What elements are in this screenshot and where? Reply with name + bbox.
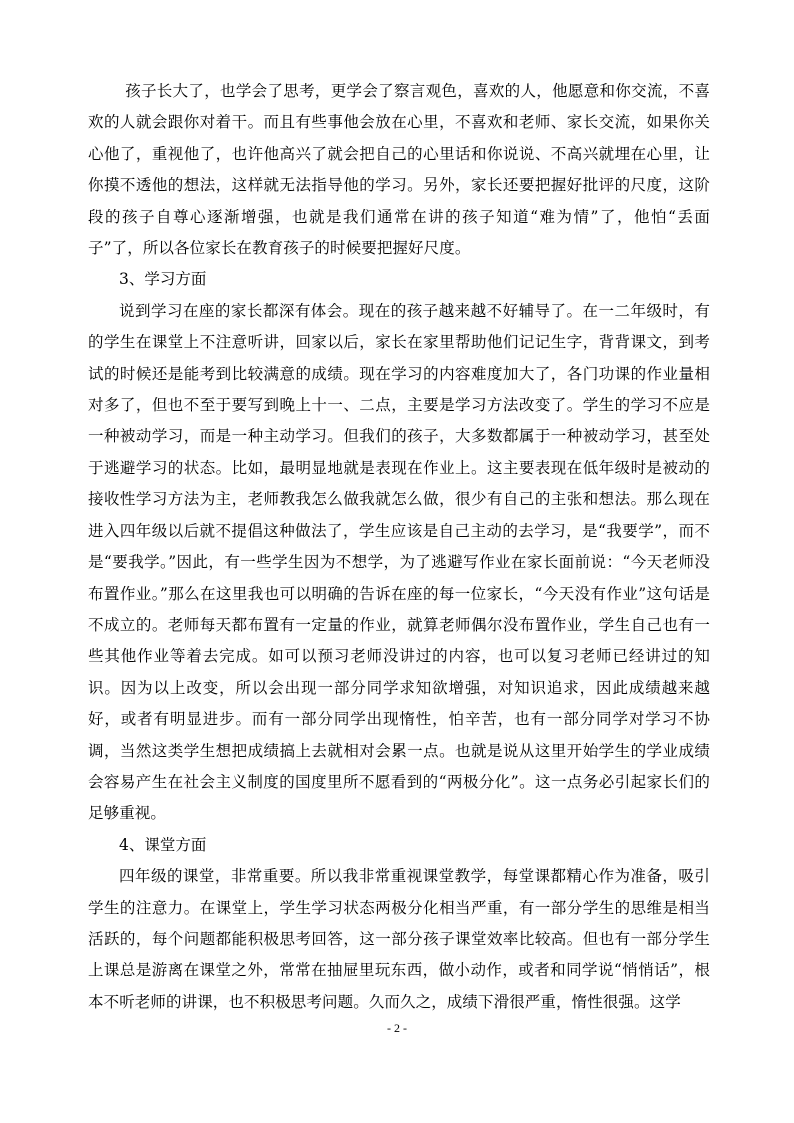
document-body [88, 76, 710, 1018]
page-number: - 2 - [387, 1021, 407, 1035]
body-paragraph: 说到学习在座的家长都深有体会。现在的孩子越来越不好辅导了。在一二年级时，有的学生在课堂上不注意听讲，回家以后，家长在家里帮助他们记记生字，背背课文，到考试的时候还是能考到比较满意的成绩。现在学习的内容难度加大了，各门功课的作业量相对多了，但也不至于要写到晚上十一、二点，主要是学习方法改变了。学生的学习不应是一种被动学习，而是一种主动学习。但我们的孩子，大多数都属于一种被动学习，甚至处于逃避学习的状态。比如，最明显地就是表现在作业上。这主要表现在低年级时是被动的接收性学习方法为主，老师教我怎么做我就怎么做，很少有自己的主张和想法。那么现在进入四年级以后就不提倡这种做法了，学生应该是自己主动的去学习，是“我要学”，而不是“要我学。”因此，有一些学生因为不想学，为了逃避写作业在家长面前说：“今天老师没布置作业。”那么在这里我也可以明确的告诉在座的每一位家长，“今天没有作业”这句话是不成立的。老师每天都布置有一定量的作业，就算老师偶尔没布置作业，学生自己也有一些其他作业等着去完成。如可以预习老师没讲过的内容，也可以复习老师已经讲过的知识。因为以上改变，所以会出现一部分同学求知欲增强，对知识追求，因此成绩越来越好，或者有明显进步。而有一部分同学出现惰性，怕辛苦，也有一部分同学对学习不协调，当然这类学生想把成绩搞上去就相对会累一点。也就是说从这里开始学生的学业成绩会容易产生在社会主义制度的国度里所不愿看到的“两极分化”。这一点务必引起家长们的足够重视。 [88, 301, 710, 823]
body-paragraph: 四年级的课堂，非常重要。所以我非常重视课堂教学，每堂课都精心作为准备，吸引学生的注意力。在课堂上，学生学习状态两极分化相当严重，有一部分学生的思维是相当活跃的，每个问题都能积极思考回答，这一部分孩子课堂效率比较高。但也有一部分学生上课总是游离在课堂之外，常常在抽屉里玩东西，做小动作，或者和同学说“悄悄话”，根本不听老师的讲课，也不积极思考问题。久而久之，成绩下滑很严重，惰性很强。这学 [88, 867, 710, 1011]
section-heading-classroom: 4、课堂方面 [119, 835, 207, 854]
body-paragraph: 孩子长大了，也学会了思考，更学会了察言观色，喜欢的人，他愿意和你交流，不喜欢的人就会跟你对着干。而且有些事他会放在心里，不喜欢和老师、家长交流，如果你关心他了，重视他了，也许他高兴了就会把自己的心里话和你说说、不高兴就埋在心里，让你摸不透他的想法，这样就无法指导他的学习。另外，家长还要把握好批评的尺度，这阶段的孩子自尊心逐渐增强，也就是我们通常在讲的孩子知道“难为情”了，他怕“丢面子”了，所以各位家长在教育孩子的时候要把握好尺度。 [88, 82, 710, 258]
section-heading-study: 3、学习方面 [119, 270, 207, 289]
